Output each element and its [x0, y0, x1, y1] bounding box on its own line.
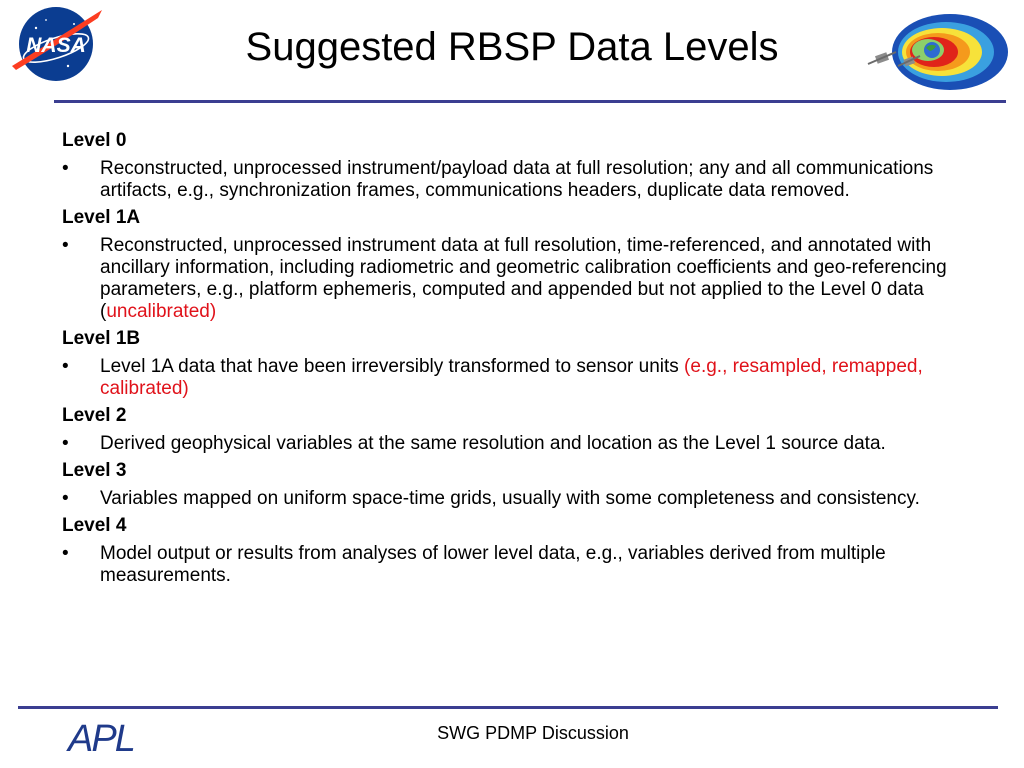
- level-heading: Level 3: [62, 460, 127, 481]
- title-divider: [54, 100, 1006, 103]
- level-0-block: [62, 130, 972, 202]
- description-text: Level 1A data that have been irreversibly transformed to sensor units: [100, 356, 685, 377]
- level-heading: Level 1A: [62, 207, 141, 228]
- level-description: [62, 158, 972, 202]
- description-text: Variables mapped on uniform space-time grids, usually with some completeness and consistency.: [100, 488, 920, 509]
- nasa-logo-text: NASA: [26, 34, 86, 57]
- bullet-icon: •: [62, 543, 69, 564]
- level-heading: Level 1B: [62, 328, 141, 349]
- highlighted-text: (e.g., resampled, remapped, calibrated): [100, 356, 923, 399]
- level-heading: Level 4: [62, 515, 127, 536]
- level-1a-block: [62, 207, 972, 323]
- bullet-icon: •: [62, 433, 69, 454]
- level-3-block: [62, 460, 972, 510]
- level-1b-block: [62, 328, 972, 400]
- slide-title: Suggested RBSP Data Levels: [245, 25, 779, 69]
- bullet-icon: •: [62, 356, 69, 377]
- level-description: [62, 543, 972, 587]
- level-description: [62, 488, 972, 510]
- level-description-text: [100, 356, 972, 400]
- bullet-icon: •: [62, 235, 69, 256]
- description-text: Reconstructed, unprocessed instrument data at full resolution, time-referenced, and annotated with ancillary information, including radiometric and geometric calibration coefficients and geo-referencing parameters, e.g., platform ephemeris, computed and appended but not applied to the Level 0 data (: [100, 235, 947, 322]
- slide-body: [62, 130, 972, 592]
- footer-label: SWG PDMP Discussion: [437, 723, 629, 743]
- level-description: [62, 433, 972, 455]
- rbsp-radiation-belt-graphic: [862, 8, 1012, 94]
- level-description-text: [100, 488, 972, 510]
- level-heading: Level 2: [62, 405, 127, 426]
- level-2-block: [62, 405, 972, 455]
- level-4-block: [62, 515, 972, 587]
- footer-divider: [18, 706, 998, 709]
- description-text: Derived geophysical variables at the same resolution and location as the Level 1 source data.: [100, 433, 886, 454]
- level-description: [62, 235, 972, 323]
- apl-logo-text: APL: [68, 718, 134, 756]
- description-text: Reconstructed, unprocessed instrument/payload data at full resolution; any and all communications artifacts, e.g., synchronization frames, communications headers, duplicate data removed.: [100, 158, 934, 201]
- highlighted-text: uncalibrated): [106, 301, 217, 322]
- level-heading: Level 0: [62, 130, 127, 151]
- level-description-text: [100, 235, 972, 323]
- level-description-text: [100, 158, 972, 202]
- level-description-text: [100, 433, 972, 455]
- description-text: Model output or results from analyses of lower level data, e.g., variables derived from multiple measurements.: [100, 543, 886, 586]
- level-description: [62, 356, 972, 400]
- bullet-icon: •: [62, 158, 69, 179]
- bullet-icon: •: [62, 488, 69, 509]
- level-description-text: [100, 543, 972, 587]
